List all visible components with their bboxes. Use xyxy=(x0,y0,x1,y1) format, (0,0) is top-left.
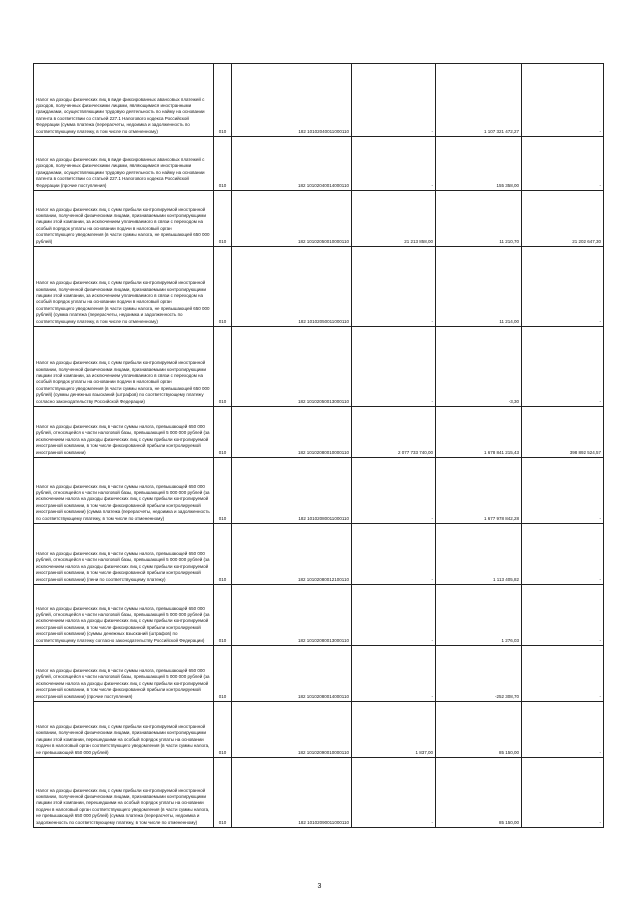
unexecuted-amount-cell: - xyxy=(522,327,604,407)
table-row xyxy=(34,585,604,646)
executed-amount-cell: 85 150,00 xyxy=(436,758,522,828)
income-name: Налог на доходы физических лиц в части суммы налога, превышающей 650 000 рублей, относящейся к части налоговой базы, превышающей 5 000 000 рублей (за исключением налога на доходы физических лиц с сумм прибыли контролируемой иностранной компании, в том числе фиксированной прибыли контролируемой иностранной компании) (суммы денежных взысканий (штрафов) по соответствующему платежу согласно законодательству Российской Федерации) xyxy=(36,605,210,643)
table-row xyxy=(34,137,604,191)
table-row xyxy=(34,64,604,137)
budget-classification-code-cell: 182 10102080013000110 xyxy=(232,585,352,646)
income-name-cell xyxy=(34,407,214,458)
executed-amount-cell: 11 210,70 xyxy=(436,191,522,247)
line-code-cell: 010 xyxy=(214,585,232,646)
income-name-cell xyxy=(34,64,214,137)
income-name: Налог на доходы физических лиц с сумм прибыли контролируемой иностранной компании, полученной физическими лицами, признаваемыми контролирующими лицами этой компании, за исключением уплачиваемого в связи с переходом на особый порядок уплаты на основании подачи в налоговый орган соответствующего уведомления (в части суммы налога, не превышающей 650 000 рублей) (суммы денежных взысканий (штрафов) по соответствующему платежу согласно законодательству Российской Федерации) xyxy=(36,360,210,404)
table-row xyxy=(34,247,604,327)
approved-amount-cell: - xyxy=(352,524,436,585)
unexecuted-amount-cell: - xyxy=(522,247,604,327)
table-body xyxy=(34,64,604,828)
unexecuted-amount-cell: - xyxy=(522,646,604,702)
budget-classification-code-cell: 182 10102090010000110 xyxy=(232,702,352,758)
approved-amount-cell: - xyxy=(352,137,436,191)
unexecuted-amount-cell: 398 892 524,57 xyxy=(522,407,604,458)
unexecuted-amount-cell: - xyxy=(522,64,604,137)
income-name: Налог на доходы физических лиц в виде фиксированных авансовых платежей с доходов, полученных физическими лицами, являющимися иностранными гражданами, осуществляющими трудовую деятельность по найму на основании патента в соответствии со статьей 227.1 Налогового кодекса Российской Федерации (сумма платежа (перерасчеты, недоимка и задолженность по соответствующему платежу, в том числе по отмененному) xyxy=(36,96,205,134)
budget-classification-code-cell: 182 10102080012100110 xyxy=(232,524,352,585)
budget-execution-table xyxy=(33,63,604,828)
executed-amount-cell: 1 113 405,82 xyxy=(436,524,522,585)
page-number: 3 xyxy=(317,883,322,890)
table-row xyxy=(34,327,604,407)
line-code-cell: 010 xyxy=(214,191,232,247)
approved-amount-cell: - xyxy=(352,758,436,828)
table-row xyxy=(34,458,604,524)
line-code-cell: 010 xyxy=(214,702,232,758)
income-name: Налог на доходы физических лиц с сумм прибыли контролируемой иностранной компании, полученной физическими лицами, признаваемыми контролирующими лицами этой компании, перешедшими на особый порядок уплаты на основании подачи в налоговый орган соответствующего уведомления (в части суммы налога, не превышающей 650 000 рублей) (сумма платежа (перерасчеты, недоимка и задолженность по соответствующему платежу, в том числе по отмененному) xyxy=(36,787,210,825)
income-name-cell xyxy=(34,137,214,191)
budget-classification-code-cell: 182 10102040011000110 xyxy=(232,64,352,137)
income-name-cell xyxy=(34,585,214,646)
income-name: Налог на доходы физических лиц в части суммы налога, превышающей 650 000 рублей, относящейся к части налоговой базы, превышающей 5 000 000 рублей (за исключением налога на доходы физических лиц с сумм прибыли контролируемой иностранной компании, в том числе фиксированной прибыли контролируемой иностранной компании) (пени по соответствующему платежу) xyxy=(36,550,210,582)
unexecuted-amount-cell: - xyxy=(522,702,604,758)
budget-classification-code-cell: 182 10102050013000110 xyxy=(232,327,352,407)
income-name: Налог на доходы физических лиц в виде фиксированных авансовых платежей с доходов, полученных физическими лицами, являющимися иностранными гражданами, осуществляющими трудовую деятельность по найму на основании патента в соответствии со статьей 227.1 Налогового кодекса Российской Федерации (прочие поступления) xyxy=(36,156,205,188)
line-code-cell: 010 xyxy=(214,758,232,828)
budget-classification-code-cell: 182 10102080010000110 xyxy=(232,407,352,458)
approved-amount-cell: 21 213 858,00 xyxy=(352,191,436,247)
executed-amount-cell: 1 276,03 xyxy=(436,585,522,646)
unexecuted-amount-cell: - xyxy=(522,458,604,524)
executed-amount-cell: 155 358,00 xyxy=(436,137,522,191)
income-name-cell xyxy=(34,247,214,327)
line-code-cell: 010 xyxy=(214,646,232,702)
line-code-cell: 010 xyxy=(214,137,232,191)
executed-amount-cell: 1 107 321 472,27 xyxy=(436,64,522,137)
executed-amount-cell: 85 150,00 xyxy=(436,702,522,758)
table-row xyxy=(34,407,604,458)
unexecuted-amount-cell: - xyxy=(522,758,604,828)
approved-amount-cell: - xyxy=(352,327,436,407)
income-name: Налог на доходы физических лиц в части суммы налога, превышающей 650 000 рублей, относящейся к части налоговой базы, превышающей 5 000 000 рублей (за исключением налога на доходы физических лиц с сумм прибыли контролируемой иностранной компании, в том числе фиксированной прибыли контролируемой иностранной компании) xyxy=(36,423,210,455)
table-row xyxy=(34,191,604,247)
income-name-cell xyxy=(34,702,214,758)
income-name-cell xyxy=(34,646,214,702)
approved-amount-cell: 1 837,00 xyxy=(352,702,436,758)
approved-amount-cell: - xyxy=(352,646,436,702)
income-name-cell xyxy=(34,458,214,524)
executed-amount-cell: 11 214,00 xyxy=(436,247,522,327)
budget-classification-code-cell: 182 10102080014000110 xyxy=(232,646,352,702)
budget-classification-code-cell: 182 10102080011000110 xyxy=(232,458,352,524)
income-name: Налог на доходы физических лиц в части суммы налога, превышающей 650 000 рублей, относящейся к части налоговой базы, превышающей 5 000 000 рублей (за исключением налога на доходы физических лиц с сумм прибыли контролируемой иностранной компании, в том числе фиксированной прибыли контролируемой иностранной компании) (сумма платежа (перерасчеты, недоимка и задолженность по соответствующему платежу, в том числе по отмененному) xyxy=(36,483,210,521)
budget-classification-code-cell: 182 10102090011000110 xyxy=(232,758,352,828)
unexecuted-amount-cell: - xyxy=(522,524,604,585)
unexecuted-amount-cell: 21 202 647,30 xyxy=(522,191,604,247)
approved-amount-cell: 2 077 733 740,00 xyxy=(352,407,436,458)
table-row xyxy=(34,702,604,758)
line-code-cell: 010 xyxy=(214,64,232,137)
budget-classification-code-cell: 182 10102050010000110 xyxy=(232,191,352,247)
table-row xyxy=(34,646,604,702)
income-name-cell xyxy=(34,327,214,407)
income-name: Налог на доходы физических лиц с сумм прибыли контролируемой иностранной компании, полученной физическими лицами, признаваемыми контролирующими лицами этой компании, перешедшими на особый порядок уплаты на основании подачи в налоговый орган соответствующего уведомления (в части суммы налога, не превышающей 650 000 рублей) xyxy=(36,723,210,755)
approved-amount-cell: - xyxy=(352,64,436,137)
executed-amount-cell: -252 308,70 xyxy=(436,646,522,702)
income-name: Налог на доходы физических лиц с сумм прибыли контролируемой иностранной компании, полученной физическими лицами, признаваемыми контролирующими лицами этой компании, за исключением уплачиваемого в связи с переходом на особый порядок уплаты на основании подачи в налоговый орган соответствующего уведомления (в части суммы налога, не превышающей 650 000 рублей) (сумма платежа (перерасчеты, недоимка и задолженность по соответствующему платежу, в том числе по отмененному) xyxy=(36,280,210,324)
approved-amount-cell: - xyxy=(352,458,436,524)
table-row xyxy=(34,524,604,585)
line-code-cell: 010 xyxy=(214,524,232,585)
budget-classification-code-cell: 182 10102040014000110 xyxy=(232,137,352,191)
income-name-cell xyxy=(34,758,214,828)
approved-amount-cell: - xyxy=(352,585,436,646)
budget-classification-code-cell: 182 10102050011000110 xyxy=(232,247,352,327)
executed-amount-cell: -3,30 xyxy=(436,327,522,407)
unexecuted-amount-cell: - xyxy=(522,137,604,191)
line-code-cell: 010 xyxy=(214,407,232,458)
table-row xyxy=(34,758,604,828)
executed-amount-cell: 1 678 841 215,43 xyxy=(436,407,522,458)
income-name-cell xyxy=(34,524,214,585)
unexecuted-amount-cell: - xyxy=(522,585,604,646)
line-code-cell: 010 xyxy=(214,327,232,407)
line-code-cell: 010 xyxy=(214,458,232,524)
income-name-cell xyxy=(34,191,214,247)
income-name: Налог на доходы физических лиц в части суммы налога, превышающей 650 000 рублей, относящейся к части налоговой базы, превышающей 5 000 000 рублей (за исключением налога на доходы физических лиц с сумм прибыли контролируемой иностранной компании, в том числе фиксированной прибыли контролируемой иностранной компании) (прочие поступления) xyxy=(36,667,210,699)
executed-amount-cell: 1 677 978 842,28 xyxy=(436,458,522,524)
line-code-cell: 010 xyxy=(214,247,232,327)
income-name: Налог на доходы физических лиц с сумм прибыли контролируемой иностранной компании, полученной физическими лицами, признаваемыми контролирующими лицами этой компании, за исключением уплачиваемого в связи с переходом на особый порядок уплаты на основании подачи в налоговый орган соответствующего уведомления (в части суммы налога, не превышающей 650 000 рублей) xyxy=(36,206,210,244)
approved-amount-cell: - xyxy=(352,247,436,327)
